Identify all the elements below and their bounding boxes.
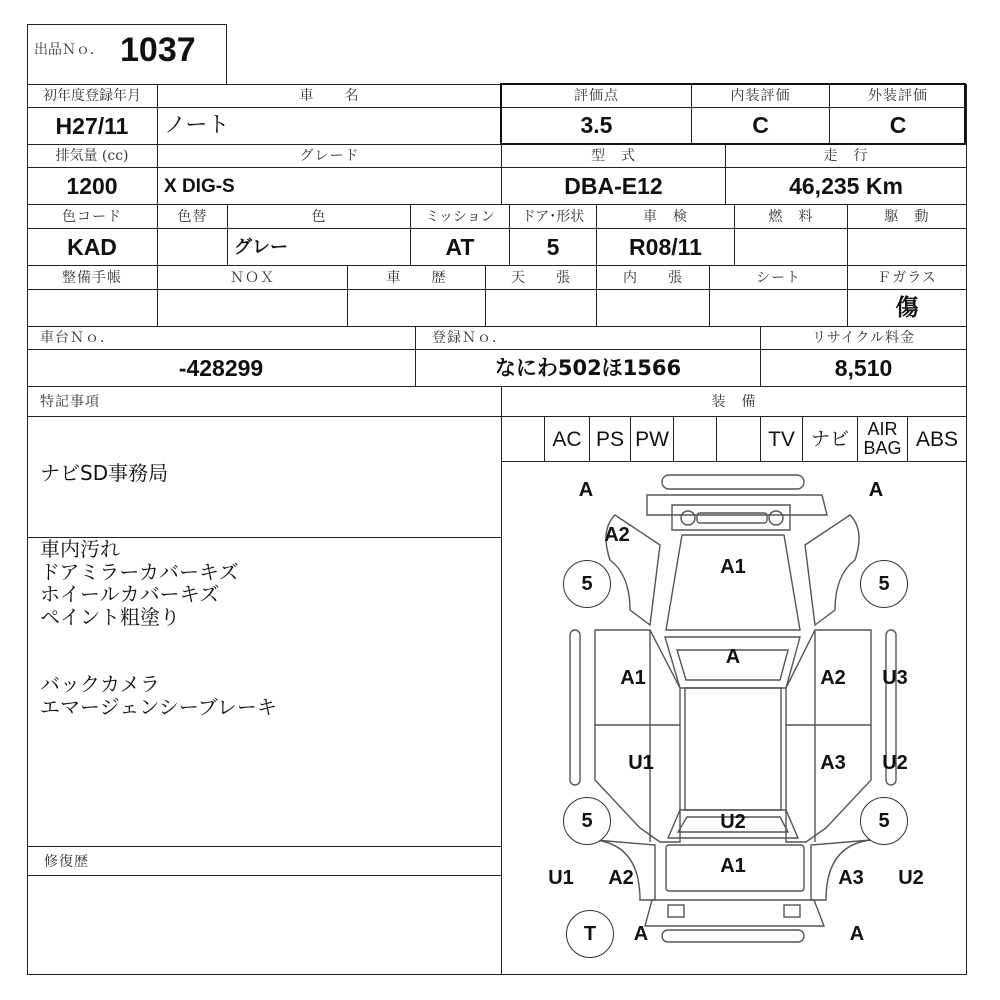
mark-rear-bumper-left: A: [633, 922, 649, 945]
displacement-value: 1200: [66, 172, 118, 199]
notes-line: ドアミラーカバーキズ: [40, 559, 239, 584]
mark-front-fender-left: A2: [604, 523, 630, 546]
roof-lining-label: 天 張: [511, 269, 571, 286]
front-glass-value: 傷: [895, 294, 919, 321]
notes-line: [40, 628, 277, 651]
mark-right-sill-rear: U2: [882, 751, 908, 774]
mark-right-rear-door: A3: [820, 751, 846, 774]
model-label: 型 式: [591, 148, 636, 164]
equipment-ps: PS: [595, 427, 624, 451]
door-label: ドア･形状: [521, 208, 585, 225]
first-registration-value: H27/11: [55, 112, 129, 139]
tire-front-left: 5: [563, 560, 611, 608]
nox-label: ＮＯＸ: [230, 269, 275, 286]
grade-value: X DIG-S: [164, 175, 235, 197]
registration-value: なにわ502ほ1566: [494, 355, 682, 380]
equipment-ac: AC: [552, 427, 582, 451]
inspection-label: 車 検: [643, 208, 688, 225]
tire-rear-left: 5: [563, 797, 611, 845]
front-glass-label: Ｆガラス: [877, 269, 937, 286]
recycle-fee-value: 8,510: [834, 354, 893, 381]
fuel-label: 燃 料: [768, 208, 814, 225]
car-name-label: 車 名: [299, 88, 360, 104]
lot-number: 1037: [120, 31, 196, 69]
drive-value: [848, 229, 966, 265]
notes-line: バックカメラ: [40, 672, 160, 696]
door-value: 5: [546, 233, 560, 260]
tire-front-right: 5: [860, 560, 908, 608]
mark-rear-right-fender: A3: [838, 866, 864, 889]
equipment-label: 装 備: [711, 394, 757, 410]
equipment-blank: [717, 417, 760, 461]
grade-label: グレード: [299, 148, 360, 164]
mark-trunk: A1: [720, 854, 746, 877]
recycle-fee-label: リサイクル料金: [811, 330, 916, 346]
mark-rear-bumper-right: A: [849, 922, 865, 945]
lot-label: 出品Ｎｏ．: [34, 42, 104, 58]
drive-label: 駆 動: [884, 208, 930, 225]
history-label: 車 歴: [386, 269, 447, 286]
exterior-label: 外装評価: [868, 88, 928, 104]
mission-label: ミッション: [425, 208, 495, 225]
notes-line: 車内汚れ: [40, 537, 120, 561]
interior-value: C: [752, 112, 769, 138]
notes-label: 特記事項: [40, 394, 100, 410]
mark-right-front-door: A2: [820, 666, 846, 689]
interior-label: 内装評価: [730, 88, 791, 104]
equipment-pw: PW: [635, 427, 669, 451]
mileage-value: 46,235 Km: [789, 172, 903, 199]
roof-lining-value: [486, 290, 596, 326]
tire-spare: T: [566, 910, 614, 958]
color-code-label: 色コード: [62, 208, 122, 225]
equipment-blank: [502, 417, 544, 461]
seat-label: シート: [756, 269, 801, 286]
color-label: 色: [311, 208, 327, 225]
chassis-label: 車台Ｎｏ．: [40, 330, 115, 346]
mission-value: AT: [445, 233, 475, 260]
inner-lining-label: 内 張: [623, 269, 683, 286]
notes-mid: [40, 538, 277, 718]
first-registration-label: 初年度登録年月: [43, 88, 141, 104]
mark-rear-right-corner: U2: [898, 866, 924, 889]
equipment-navi: ナビ: [810, 427, 849, 450]
service-book-label: 整備手帳: [62, 269, 122, 286]
repair-history-label: 修復歴: [44, 854, 89, 870]
color-value: グレー: [234, 237, 288, 257]
equipment-airbag: [858, 417, 907, 461]
repaint-value: [158, 229, 227, 265]
score-value: 3.5: [580, 112, 613, 138]
equipment-blank: [674, 417, 716, 461]
notes-line: ペイント粗塗り: [40, 604, 180, 629]
notes-top-line: ナビSD事務局: [40, 461, 169, 485]
mark-front-right: A: [868, 478, 884, 501]
mileage-label: 走 行: [823, 148, 869, 164]
mark-rear-left-corner: U1: [548, 866, 574, 889]
repaint-label: 色替: [177, 208, 208, 225]
mark-hood: A1: [720, 555, 746, 578]
mark-left-front-door: A1: [620, 666, 646, 689]
tire-rear-right: 5: [860, 797, 908, 845]
registration-label: 登録Ｎｏ．: [432, 330, 507, 346]
chassis-value: -428299: [178, 354, 264, 381]
color-code-value: KAD: [67, 233, 117, 260]
mark-rear-left-fender: A2: [608, 866, 634, 889]
notes-top: [40, 462, 168, 485]
inspection-value: R08/11: [629, 233, 702, 260]
inner-lining-value: [597, 290, 709, 326]
fuel-value: [735, 229, 847, 265]
mark-front-left: A: [578, 478, 594, 501]
car-diagram: [502, 462, 966, 974]
exterior-value: C: [889, 112, 907, 138]
equipment-tv: TV: [768, 427, 795, 451]
notes-line: エマージェンシーブレーキ: [40, 694, 277, 719]
notes-line: ホイールカバーキズ: [40, 582, 220, 606]
mark-roof-front: A: [725, 645, 741, 668]
seat-value: [710, 290, 847, 326]
mark-right-sill-front: U3: [882, 666, 908, 689]
displacement-label: 排気量 (cc): [55, 148, 129, 164]
model-value: DBA-E12: [564, 172, 663, 199]
history-value: [348, 290, 485, 326]
score-label: 評価点: [574, 88, 619, 104]
mark-left-rear-door: U1: [628, 751, 654, 774]
car-name-value: ノート: [164, 113, 230, 138]
mark-roof-rear: U2: [720, 810, 746, 833]
equipment-airbag-text: AIR BAG: [863, 419, 902, 458]
notes-line: [40, 651, 277, 674]
nox-value: [158, 290, 347, 326]
equipment-abs: ABS: [915, 427, 959, 451]
service-book-value: [27, 290, 157, 326]
